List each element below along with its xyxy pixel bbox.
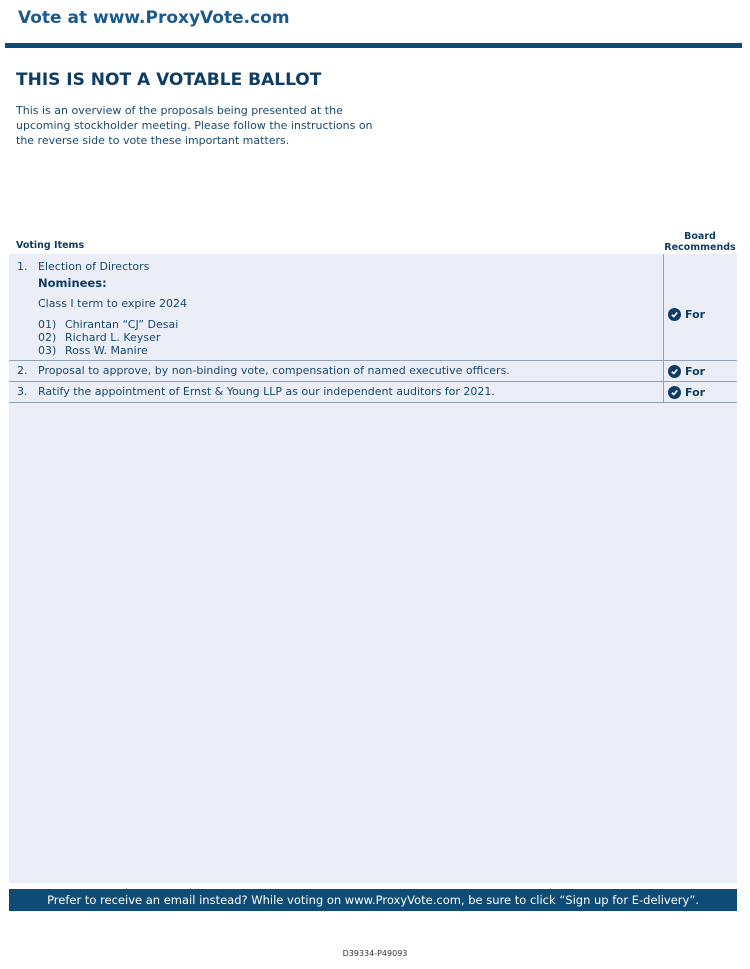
document-id: D39334-P49093 [342,949,408,958]
check-circle-icon [668,308,681,321]
item-text: Proposal to approve, by non-binding vote, compensation of named executive officers. [38,364,510,377]
row-divider [9,381,737,382]
intro-line: the reverse side to vote these important matters. [16,134,290,147]
intro-text [16,103,376,148]
item-text: Ratify the appointment of Ernst & Young LLP as our independent auditors for 2021. [38,385,495,398]
board-label-line: Recommends [664,242,736,253]
check-circle-icon [668,386,681,399]
page-title: THIS IS NOT A VOTABLE BALLOT [16,70,322,90]
item-number: 1. [17,260,28,273]
voting-items-header: Voting Items [16,240,85,251]
row-divider [9,360,737,361]
check-circle-icon [668,365,681,378]
e-delivery-message: Prefer to receive an email instead? While voting on www.ProxyVote.com, be sure to click “Sign up for E-delivery”. [47,893,699,907]
item-text: Election of Directors [38,260,150,273]
board-label-line: Board [684,231,716,242]
nominee-number: 02) [38,331,57,344]
nominee-name: Richard L. Keyser [65,331,161,344]
header-divider [5,43,742,48]
board-recommends-header [663,231,737,253]
intro-line: upcoming stockholder meeting. Please follow the instructions on [16,119,373,132]
recommendation-label: For [685,308,706,321]
recommendation-column-divider [663,254,664,402]
item-number: 3. [17,385,28,398]
row-divider [9,402,737,403]
recommendation [668,308,705,321]
header-title: Vote at www.ProxyVote.com [18,8,290,28]
recommendation-label: For [685,365,706,378]
recommendation-label: For [685,386,706,399]
recommendation [668,365,705,378]
nominees-label: Nominees: [38,276,107,290]
nominee-name: Chirantan “CJ” Desai [65,318,179,331]
item-number: 2. [17,364,28,377]
recommendation [668,386,705,399]
nominee-number: 01) [38,318,57,331]
term-text: Class I term to expire 2024 [38,297,187,310]
nominee-number: 03) [38,344,57,357]
nominee-name: Ross W. Manire [65,344,148,357]
e-delivery-banner [9,889,737,911]
intro-line: This is an overview of the proposals being presented at the [16,104,343,117]
